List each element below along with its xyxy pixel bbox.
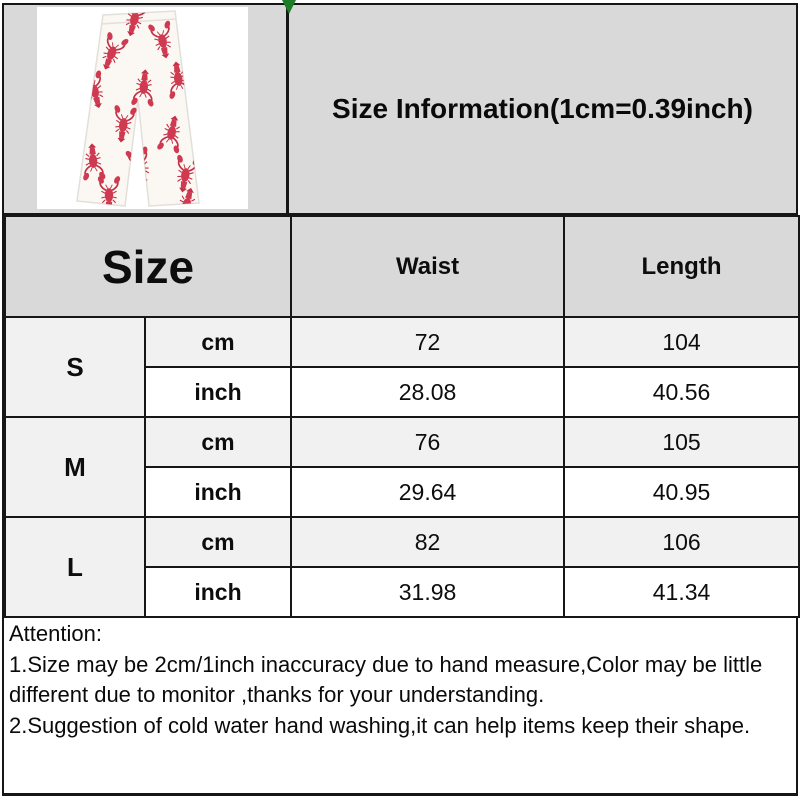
value-m-waist-cm: 76 [291,417,564,467]
column-header-length: Length [564,216,799,317]
value-m-length-inch: 40.95 [564,467,799,517]
attention-line: 1.Size may be 2cm/1inch inaccuracy due to hand measure,Color may be little [9,651,763,677]
unit-label-cm: cm [145,417,291,467]
value-s-length-cm: 104 [564,317,799,367]
top-section [4,5,796,215]
page-title: Size Information(1cm=0.39inch) [332,93,753,124]
product-image [37,7,248,209]
size-table [4,215,800,618]
unit-label-inch: inch [145,467,291,517]
lobster-pants-illustration [37,7,248,209]
unit-label-inch: inch [145,367,291,417]
value-l-length-cm: 106 [564,517,799,567]
value-m-waist-inch: 29.64 [291,467,564,517]
column-header-waist: Waist [291,216,564,317]
table-row-m-cm [5,417,799,467]
green-corner-marker [282,0,296,14]
size-cell-m: M [5,417,145,517]
attention-heading: Attention: [9,621,102,646]
column-header-size: Size [5,216,291,317]
unit-label-cm: cm [145,317,291,367]
table-row-s-cm [5,317,799,367]
table-row-l-cm [5,517,799,567]
value-l-waist-cm: 82 [291,517,564,567]
product-photo-cell [4,5,289,213]
size-info-sheet [2,3,798,796]
attention-section [4,618,796,793]
value-m-length-cm: 105 [564,417,799,467]
value-l-waist-inch: 31.98 [291,567,564,617]
table-header-row [5,216,799,317]
unit-label-cm: cm [145,517,291,567]
attention-line: 2.Suggestion of cold water hand washing,it can help items keep their shape. [9,712,751,738]
value-s-waist-inch: 28.08 [291,367,564,417]
unit-label-inch: inch [145,567,291,617]
value-s-length-inch: 40.56 [564,367,799,417]
size-cell-l: L [5,517,145,617]
attention-line: different due to monitor ,thanks for your understanding. [9,682,545,707]
value-s-waist-cm: 72 [291,317,564,367]
title-cell [289,5,796,213]
value-l-length-inch: 41.34 [564,567,799,617]
size-cell-s: S [5,317,145,417]
